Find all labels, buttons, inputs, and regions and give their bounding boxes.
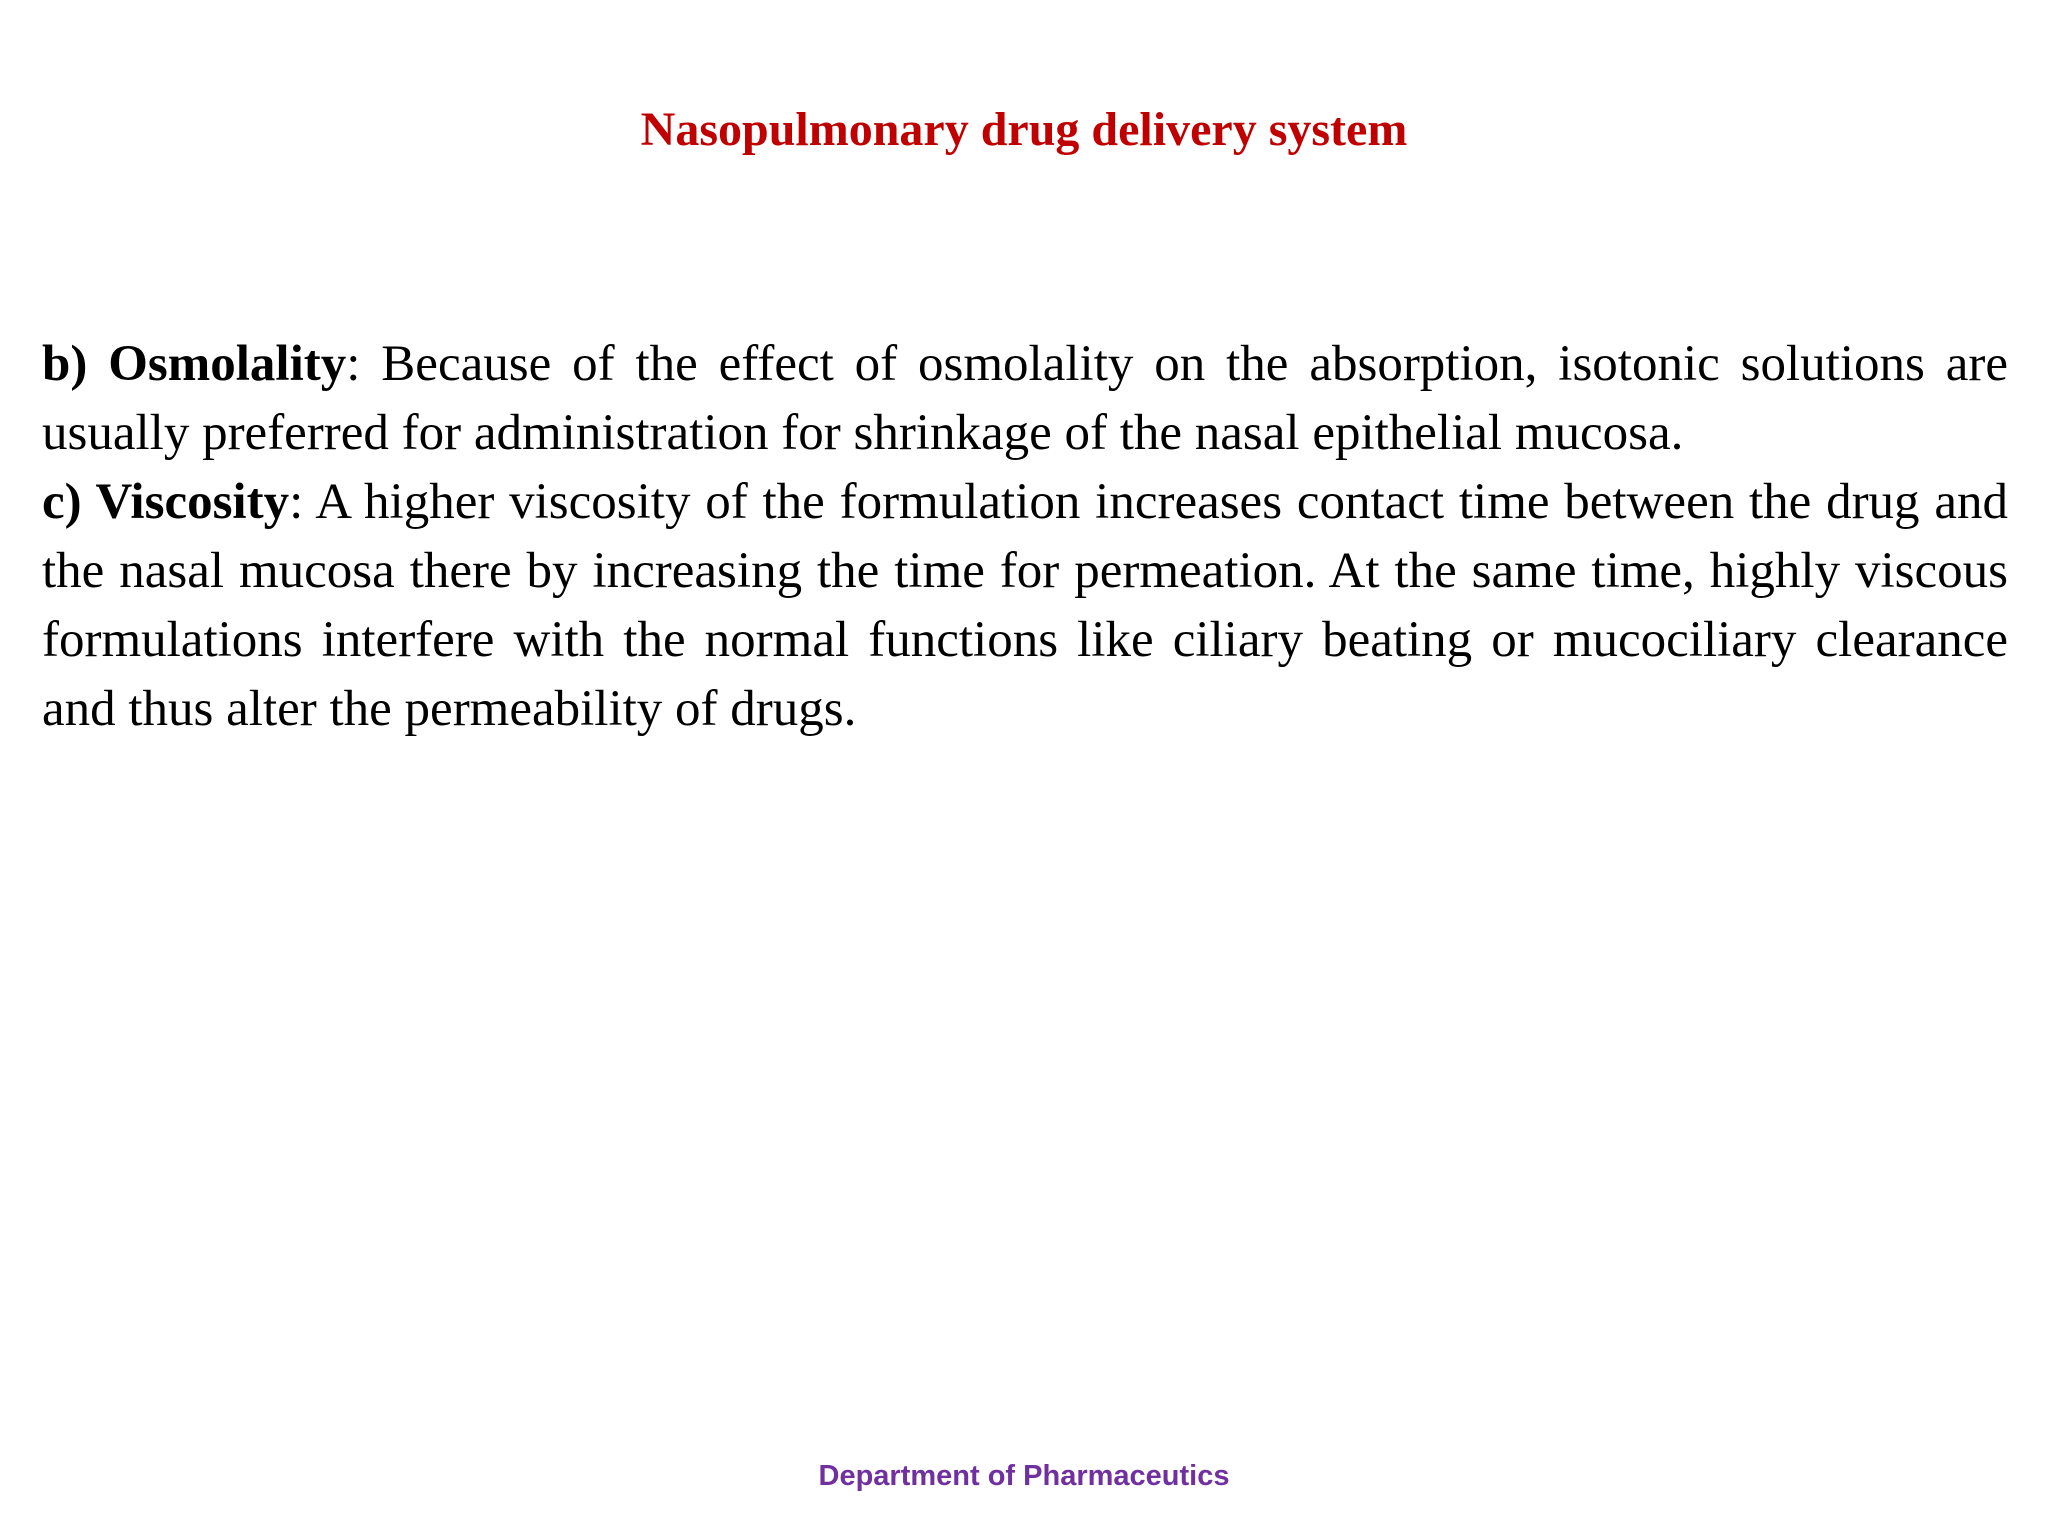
viscosity-text: A higher viscosity of the formulation increases contact time between the drug and the nasal mucosa there by increasing the time for permeation. At the same time, highly viscous formulations interfere with the normal functions like ciliary beating or mucociliary clearance and thus alter the permeability of drugs. (42, 474, 2008, 737)
slide-body (42, 330, 2008, 744)
footer-department: Department of Pharmaceutics (818, 1460, 1230, 1492)
slide-title: Nasopulmonary drug delivery system (640, 103, 1408, 156)
osmolality-text: Because of the effect of osmolality on the absorption, isotonic solutions are usually preferred for administration for shrinkage of the nasal epithelial mucosa. (42, 336, 2008, 461)
osmolality-paragraph (42, 330, 2008, 468)
viscosity-separator: : (289, 474, 304, 530)
viscosity-term: c) Viscosity (42, 474, 290, 530)
osmolality-separator: : (346, 336, 361, 392)
osmolality-term: b) Osmolality (42, 336, 347, 392)
viscosity-paragraph (42, 468, 2008, 744)
